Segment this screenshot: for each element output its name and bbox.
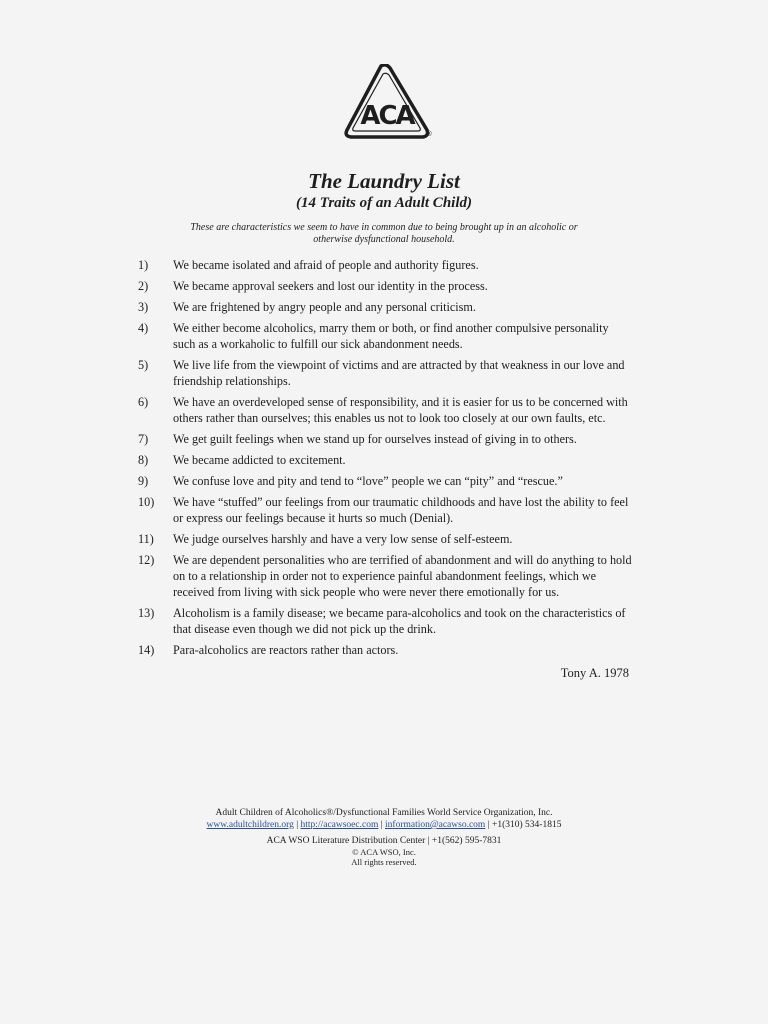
list-item [138,357,632,389]
phone-number: | +1(310) 534-1815 [485,820,562,830]
separator: | [293,820,301,830]
trait-text: We are dependent personalities who are terrified of abandonment and will do anything to hold on to a relationship in order not to experience painful abandonment feelings, which we received from living with sick people who were never there emotionally for us. [173,553,632,599]
trait-text: We became addicted to excitement. [173,453,346,467]
svg-text:®: ® [425,130,433,138]
list-item [138,473,632,489]
trait-text: We have an overdeveloped sense of responsibility, and it is easier for us to be concerned with others rather than ourselves; this enables us not to look too closely at our own faults, etc. [173,395,628,425]
footer-org: Adult Children of Alcoholics®/Dysfunctional Families World Service Organization, Inc. [215,808,553,818]
list-item [138,494,632,526]
trait-number: 10) [138,495,155,509]
list-item [138,452,632,468]
trait-text: We are frightened by angry people and any personal criticism. [173,300,476,314]
trait-number: 4) [138,321,149,335]
aca-logo [343,64,433,142]
list-item [138,531,632,547]
list-item [138,278,632,294]
trait-number: 8) [138,453,149,467]
trait-text: We live life from the viewpoint of victims and are attracted by that weakness in our love and friendship relationships. [173,358,625,388]
trait-number: 9) [138,474,149,488]
email-link[interactable]: information@acawso.com [385,820,486,830]
trait-text: We became approval seekers and lost our identity in the process. [173,279,488,293]
trait-number: 11) [138,532,154,546]
intro-text: These are characteristics we seem to have in common due to being brought up in an alcoholic or otherwise dysfunctional household. [190,222,578,245]
list-item [138,642,632,658]
footer-rights: All rights reserved. [351,857,417,867]
trait-number: 12) [138,553,155,567]
trait-text: We became isolated and afraid of people and authority figures. [173,258,479,272]
separator: | [378,820,386,830]
list-item [138,605,632,637]
trait-text: We either become alcoholics, marry them or both, or find another compulsive personality such as a workaholic to fulfill our sick abandonment needs. [173,321,609,351]
signature: Tony A. 1978 [560,666,629,680]
trait-text: We have “stuffed” our feelings from our traumatic childhoods and have lost the ability to feel or express our feelings because it hurts so much (Denial). [173,495,629,525]
footer-contact-line [0,819,768,831]
list-item [138,320,632,352]
trait-number: 5) [138,358,149,372]
website-link[interactable]: www.adultchildren.org [206,820,294,830]
trait-number: 7) [138,432,149,446]
trait-number: 6) [138,395,149,409]
footer-copyright: © ACA WSO, Inc. [352,847,416,857]
trait-number: 3) [138,300,149,314]
page-subtitle: (14 Traits of an Adult Child) [295,195,472,211]
footer [0,807,768,867]
trait-number: 14) [138,643,155,657]
footer-distribution: ACA WSO Literature Distribution Center | +1(562) 595-7831 [266,836,502,846]
trait-number: 2) [138,279,149,293]
page-title: The Laundry List [308,169,460,193]
trait-text: Para-alcoholics are reactors rather than actors. [173,643,399,657]
trait-number: 13) [138,606,155,620]
list-item [138,394,632,426]
trait-text: We judge ourselves harshly and have a very low sense of self-esteem. [173,532,513,546]
trait-text: We get guilt feelings when we stand up for ourselves instead of giving in to others. [173,432,577,446]
oec-link[interactable]: http://acawsoec.com [300,820,379,830]
aca-logo-icon [343,64,433,142]
list-item [138,431,632,447]
trait-text: Alcoholism is a family disease; we became para-alcoholics and took on the characteristics of that disease even though we did not pick up the drink. [173,606,626,636]
trait-text: We confuse love and pity and tend to “love” people we can “pity” and “rescue.” [173,474,563,488]
list-item [138,257,632,273]
list-item [138,299,632,315]
list-item [138,552,632,600]
trait-number: 1) [138,258,149,272]
traits-list [138,257,632,663]
svg-text:ACA: ACA [360,101,414,131]
